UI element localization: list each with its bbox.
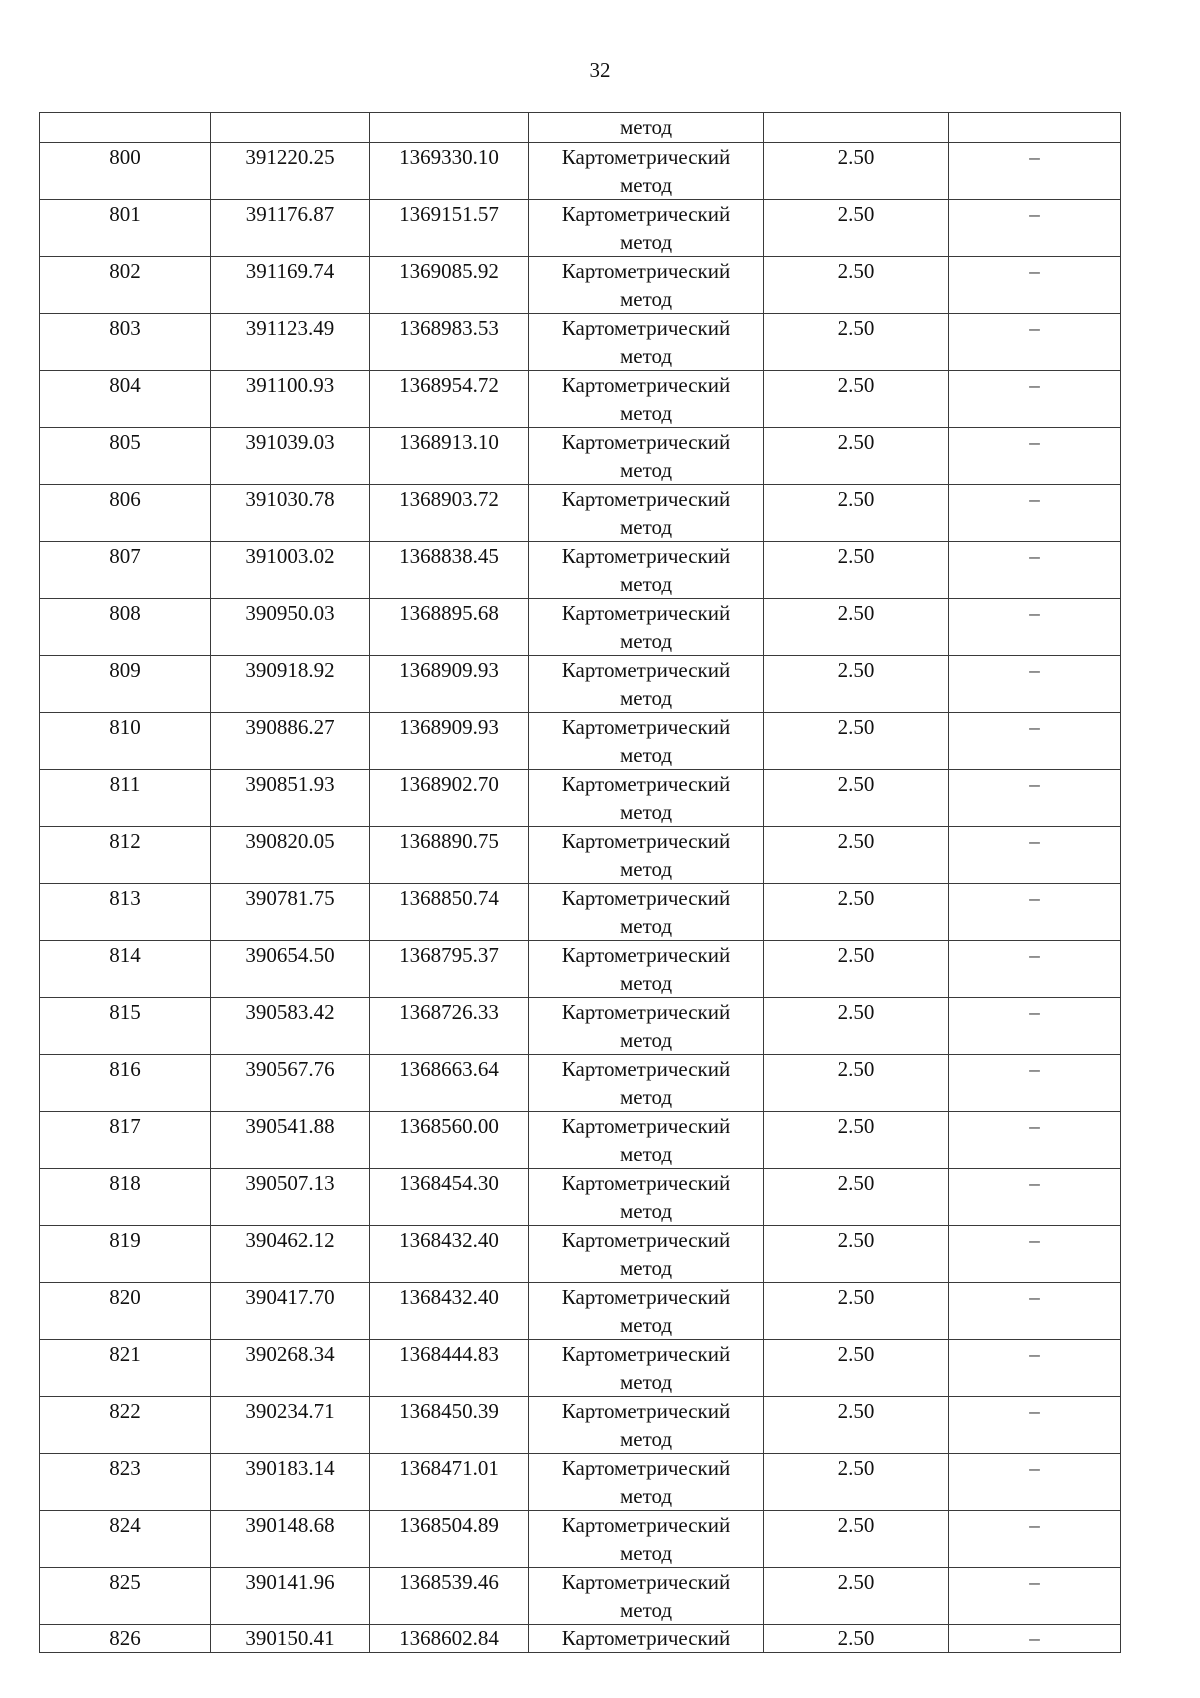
cell-accuracy: 2.50	[764, 314, 949, 371]
method-line-1: Картометрический	[561, 1570, 731, 1594]
method-line-1: Картометрический	[561, 145, 731, 169]
method-line-2: метод	[619, 1598, 673, 1622]
method-line-1: Картометрический	[561, 658, 731, 682]
cell-y: 1368903.72	[370, 485, 529, 542]
cell-x: 390268.34	[211, 1340, 370, 1397]
cell-method	[529, 428, 764, 485]
cell-accuracy: 2.50	[764, 656, 949, 713]
cell-x: 391030.78	[211, 485, 370, 542]
cell-y: 1368444.83	[370, 1340, 529, 1397]
table-row	[40, 1340, 1121, 1397]
cell-note: –	[949, 200, 1121, 257]
cell-y: 1368539.46	[370, 1568, 529, 1625]
cell-x: 390583.42	[211, 998, 370, 1055]
method-line-2: метод	[619, 686, 673, 710]
cell-method	[529, 542, 764, 599]
cell-note: –	[949, 1340, 1121, 1397]
table-row	[40, 827, 1121, 884]
cell-method	[529, 314, 764, 371]
method-line-1: Картометрический	[561, 1228, 731, 1252]
cell-point-number: 809	[40, 656, 211, 713]
cell-y: 1368471.01	[370, 1454, 529, 1511]
cell-accuracy: 2.50	[764, 200, 949, 257]
cell-x	[211, 113, 370, 143]
cell-note: –	[949, 1169, 1121, 1226]
cell-accuracy	[764, 113, 949, 143]
cell-y: 1368890.75	[370, 827, 529, 884]
cell-method	[529, 998, 764, 1055]
cell-accuracy: 2.50	[764, 998, 949, 1055]
cell-point-number: 820	[40, 1283, 211, 1340]
table-row	[40, 1112, 1121, 1169]
cell-point-number: 817	[40, 1112, 211, 1169]
cell-y: 1368432.40	[370, 1283, 529, 1340]
cell-x: 390886.27	[211, 713, 370, 770]
table-row	[40, 656, 1121, 713]
cell-point-number: 810	[40, 713, 211, 770]
cell-y: 1368983.53	[370, 314, 529, 371]
cell-point-number: 819	[40, 1226, 211, 1283]
method-line-2: метод	[619, 857, 673, 881]
cell-x: 390654.50	[211, 941, 370, 998]
cell-point-number	[40, 113, 211, 143]
cell-note: –	[949, 884, 1121, 941]
cell-x: 390234.71	[211, 1397, 370, 1454]
cell-note: –	[949, 827, 1121, 884]
cell-x: 391100.93	[211, 371, 370, 428]
table-row	[40, 1055, 1121, 1112]
method-line-1: Картометрический	[561, 943, 731, 967]
method-line-2: метод	[619, 1199, 673, 1223]
cell-method	[529, 1340, 764, 1397]
cell-note: –	[949, 428, 1121, 485]
cell-method	[529, 1568, 764, 1625]
cell-point-number: 812	[40, 827, 211, 884]
method-line-1: Картометрический	[561, 316, 731, 340]
cell-x: 390851.93	[211, 770, 370, 827]
method-line-1: Картометрический	[561, 544, 731, 568]
cell-method	[529, 1511, 764, 1568]
cell-y: 1369330.10	[370, 143, 529, 200]
cell-y: 1368504.89	[370, 1511, 529, 1568]
cell-note: –	[949, 713, 1121, 770]
cell-y: 1368850.74	[370, 884, 529, 941]
cell-x: 391123.49	[211, 314, 370, 371]
cell-note: –	[949, 1511, 1121, 1568]
method-line-2: метод	[619, 515, 673, 539]
table-row	[40, 143, 1121, 200]
cell-accuracy: 2.50	[764, 1625, 949, 1653]
method-line-2: метод	[619, 173, 673, 197]
method-line-1: Картометрический	[561, 259, 731, 283]
method-line-1: Картометрический	[561, 829, 731, 853]
method-line-2: метод	[619, 1541, 673, 1565]
table-row	[40, 1454, 1121, 1511]
cell-y: 1368560.00	[370, 1112, 529, 1169]
cell-accuracy: 2.50	[764, 485, 949, 542]
cell-point-number: 822	[40, 1397, 211, 1454]
cell-accuracy: 2.50	[764, 1568, 949, 1625]
method-line-2: метод	[619, 629, 673, 653]
table-row	[40, 542, 1121, 599]
method-line-2: метод	[619, 1370, 673, 1394]
method-line-1: Картометрический	[561, 1171, 731, 1195]
cell-point-number: 821	[40, 1340, 211, 1397]
method-line-2: метод	[619, 914, 673, 938]
cell-x: 390417.70	[211, 1283, 370, 1340]
method-line-1: Картометрический	[561, 1114, 731, 1138]
coordinates-table	[39, 112, 1121, 1653]
cell-accuracy: 2.50	[764, 884, 949, 941]
method-line-1: Картометрический	[561, 1342, 731, 1366]
table-row	[40, 200, 1121, 257]
cell-point-number: 800	[40, 143, 211, 200]
cell-point-number: 823	[40, 1454, 211, 1511]
cell-y: 1369151.57	[370, 200, 529, 257]
cell-method	[529, 113, 764, 143]
cell-x: 390567.76	[211, 1055, 370, 1112]
method-line-1: Картометрический	[561, 772, 731, 796]
method-line-2: метод	[619, 1028, 673, 1052]
cell-point-number: 818	[40, 1169, 211, 1226]
cell-accuracy: 2.50	[764, 371, 949, 428]
cell-method	[529, 713, 764, 770]
method-line-2: метод	[619, 401, 673, 425]
table-row	[40, 257, 1121, 314]
cell-method	[529, 1454, 764, 1511]
method-line-2: метод	[619, 344, 673, 368]
method-line-2: метод	[619, 971, 673, 995]
table-row	[40, 1397, 1121, 1454]
cell-note: –	[949, 1283, 1121, 1340]
cell-accuracy: 2.50	[764, 770, 949, 827]
cell-note: –	[949, 257, 1121, 314]
cell-method	[529, 827, 764, 884]
cell-point-number: 801	[40, 200, 211, 257]
cell-method	[529, 1169, 764, 1226]
cell-accuracy: 2.50	[764, 542, 949, 599]
method-line-1: Картометрический	[561, 1285, 731, 1309]
cell-note	[949, 113, 1121, 143]
cell-note: –	[949, 1454, 1121, 1511]
cell-method	[529, 1055, 764, 1112]
cell-y: 1368432.40	[370, 1226, 529, 1283]
cell-x: 390507.13	[211, 1169, 370, 1226]
cell-accuracy: 2.50	[764, 1055, 949, 1112]
cell-x: 390950.03	[211, 599, 370, 656]
cell-note: –	[949, 1226, 1121, 1283]
cell-y: 1368795.37	[370, 941, 529, 998]
table-row	[40, 884, 1121, 941]
cell-note: –	[949, 1112, 1121, 1169]
cell-x: 390918.92	[211, 656, 370, 713]
cell-point-number: 805	[40, 428, 211, 485]
cell-y: 1368838.45	[370, 542, 529, 599]
cell-y: 1368902.70	[370, 770, 529, 827]
cell-point-number: 826	[40, 1625, 211, 1653]
cell-point-number: 803	[40, 314, 211, 371]
cell-accuracy: 2.50	[764, 1169, 949, 1226]
method-line-1: Картометрический	[561, 1057, 731, 1081]
cell-method	[529, 257, 764, 314]
cell-accuracy: 2.50	[764, 1397, 949, 1454]
cell-accuracy: 2.50	[764, 1112, 949, 1169]
cell-point-number: 825	[40, 1568, 211, 1625]
cell-y: 1368913.10	[370, 428, 529, 485]
table-row	[40, 1283, 1121, 1340]
cell-accuracy: 2.50	[764, 713, 949, 770]
cell-method	[529, 1112, 764, 1169]
cell-x: 391169.74	[211, 257, 370, 314]
method-line-2: метод	[619, 1484, 673, 1508]
cell-method: Картометрический	[529, 1625, 764, 1653]
cell-point-number: 807	[40, 542, 211, 599]
cell-method	[529, 200, 764, 257]
cell-note: –	[949, 1568, 1121, 1625]
method-line-2: метод	[619, 230, 673, 254]
cell-y: 1368726.33	[370, 998, 529, 1055]
cell-accuracy: 2.50	[764, 1340, 949, 1397]
cell-method	[529, 1283, 764, 1340]
cell-y	[370, 113, 529, 143]
table-row	[40, 998, 1121, 1055]
table-body	[40, 113, 1121, 1653]
cell-note: –	[949, 1055, 1121, 1112]
cell-x: 391003.02	[211, 542, 370, 599]
method-continuation-text: метод	[619, 115, 673, 139]
method-line-2: метод	[619, 458, 673, 482]
cell-accuracy: 2.50	[764, 599, 949, 656]
table-row	[40, 599, 1121, 656]
cell-x: 390820.05	[211, 827, 370, 884]
table-row	[40, 713, 1121, 770]
table-row	[40, 1226, 1121, 1283]
cell-x: 390462.12	[211, 1226, 370, 1283]
cell-note: –	[949, 998, 1121, 1055]
cell-point-number: 824	[40, 1511, 211, 1568]
method-line-2: метод	[619, 287, 673, 311]
cell-y: 1368450.39	[370, 1397, 529, 1454]
cell-point-number: 804	[40, 371, 211, 428]
cell-x: 390781.75	[211, 884, 370, 941]
cell-x: 390541.88	[211, 1112, 370, 1169]
cell-note: –	[949, 542, 1121, 599]
continuation-row	[40, 113, 1121, 143]
cell-point-number: 814	[40, 941, 211, 998]
cell-method	[529, 599, 764, 656]
cell-y: 1368602.84	[370, 1625, 529, 1653]
cell-accuracy: 2.50	[764, 257, 949, 314]
cell-method	[529, 143, 764, 200]
cell-note: –	[949, 770, 1121, 827]
cell-y: 1368454.30	[370, 1169, 529, 1226]
table-row	[40, 314, 1121, 371]
cell-point-number: 815	[40, 998, 211, 1055]
cell-point-number: 808	[40, 599, 211, 656]
table-row	[40, 941, 1121, 998]
method-line-2: метод	[619, 1313, 673, 1337]
cell-y: 1369085.92	[370, 257, 529, 314]
cell-x: 390183.14	[211, 1454, 370, 1511]
cell-method	[529, 884, 764, 941]
cell-x: 391220.25	[211, 143, 370, 200]
table-row	[40, 428, 1121, 485]
method-line-1: Картометрический	[561, 886, 731, 910]
cell-method	[529, 656, 764, 713]
method-line-2: метод	[619, 800, 673, 824]
cell-x: 391039.03	[211, 428, 370, 485]
table-row	[40, 770, 1121, 827]
method-line-1: Картометрический	[561, 1399, 731, 1423]
page-number: 32	[589, 58, 611, 82]
method-line-1: Картометрический	[561, 430, 731, 454]
cell-note: –	[949, 371, 1121, 428]
table-row	[40, 1511, 1121, 1568]
cell-y: 1368909.93	[370, 656, 529, 713]
cell-point-number: 813	[40, 884, 211, 941]
cell-accuracy: 2.50	[764, 1226, 949, 1283]
cell-note: –	[949, 656, 1121, 713]
cell-y: 1368663.64	[370, 1055, 529, 1112]
table-row	[40, 1568, 1121, 1625]
method-line-2: метод	[619, 1085, 673, 1109]
cell-accuracy: 2.50	[764, 1454, 949, 1511]
cell-point-number: 802	[40, 257, 211, 314]
cell-note: –	[949, 1397, 1121, 1454]
cell-x: 391176.87	[211, 200, 370, 257]
cell-accuracy: 2.50	[764, 1283, 949, 1340]
table-row-last	[40, 1625, 1121, 1653]
cell-point-number: 816	[40, 1055, 211, 1112]
method-line-1: Картометрический	[561, 601, 731, 625]
method-line-2: метод	[619, 1142, 673, 1166]
table-row	[40, 485, 1121, 542]
cell-y: 1368954.72	[370, 371, 529, 428]
cell-method	[529, 941, 764, 998]
cell-method	[529, 1397, 764, 1454]
table-row	[40, 371, 1121, 428]
cell-x: 390150.41	[211, 1625, 370, 1653]
cell-method	[529, 485, 764, 542]
cell-note: –	[949, 1625, 1121, 1653]
method-line-1: Картометрический	[561, 373, 731, 397]
cell-method	[529, 1226, 764, 1283]
cell-x: 390148.68	[211, 1511, 370, 1568]
method-line-1: Картометрический	[561, 1456, 731, 1480]
cell-accuracy: 2.50	[764, 941, 949, 998]
cell-point-number: 811	[40, 770, 211, 827]
cell-y: 1368909.93	[370, 713, 529, 770]
method-line-1: Картометрический	[561, 202, 731, 226]
cell-note: –	[949, 599, 1121, 656]
method-line-2: метод	[619, 572, 673, 596]
cell-point-number: 806	[40, 485, 211, 542]
cell-note: –	[949, 485, 1121, 542]
cell-accuracy: 2.50	[764, 827, 949, 884]
method-line-1: Картометрический	[561, 487, 731, 511]
method-line-2: метод	[619, 1427, 673, 1451]
cell-accuracy: 2.50	[764, 428, 949, 485]
method-line-1: Картометрический	[561, 1000, 731, 1024]
method-line-1: Картометрический	[561, 715, 731, 739]
cell-method	[529, 371, 764, 428]
method-line-2: метод	[619, 743, 673, 767]
cell-method	[529, 770, 764, 827]
cell-accuracy: 2.50	[764, 143, 949, 200]
cell-note: –	[949, 143, 1121, 200]
table-row	[40, 1169, 1121, 1226]
cell-note: –	[949, 314, 1121, 371]
cell-accuracy: 2.50	[764, 1511, 949, 1568]
cell-x: 390141.96	[211, 1568, 370, 1625]
method-line-2: метод	[619, 1256, 673, 1280]
cell-y: 1368895.68	[370, 599, 529, 656]
cell-note: –	[949, 941, 1121, 998]
method-line-1: Картометрический	[561, 1513, 731, 1537]
